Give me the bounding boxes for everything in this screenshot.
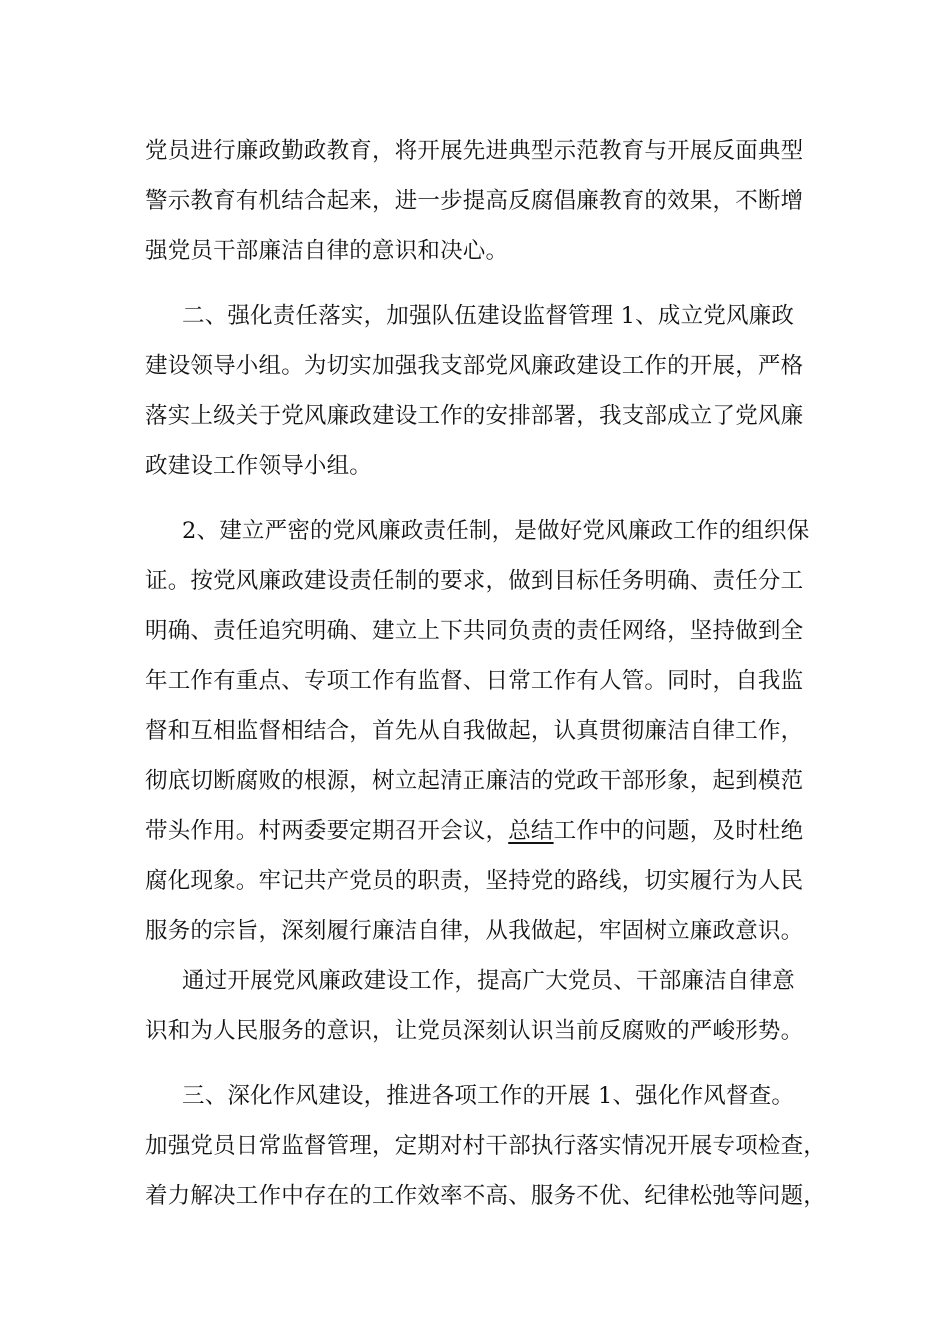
text-line: 2、建立严密的党风廉政责任制，是做好党风廉政工作的组织保 bbox=[182, 518, 810, 544]
text-line: 腐化现象。牢记共产党员的职责，坚持党的路线，切实履行为人民 bbox=[145, 868, 804, 894]
text-line-with-link bbox=[145, 816, 825, 846]
text-line: 强党员干部廉洁自律的意识和决心。 bbox=[145, 238, 509, 264]
text-line: 警示教育有机结合起来，进一步提高反腐倡廉教育的效果，不断增 bbox=[145, 188, 804, 214]
text-line: 加强党员日常监督管理，定期对村干部执行落实情况开展专项检查， bbox=[145, 1133, 827, 1159]
text-line: 识和为人民服务的意识，让党员深刻认识当前反腐败的严峻形势。 bbox=[145, 1018, 804, 1044]
text-line: 政建设工作领导小组。 bbox=[145, 453, 373, 479]
section-heading-line: 二、强化责任落实，加强队伍建设监督管理 1、成立党风廉政 bbox=[182, 303, 795, 329]
text-line: 着力解决工作中存在的工作效率不高、服务不优、纪律松弛等问题， bbox=[145, 1183, 827, 1209]
text-line: 年工作有重点、专项工作有监督、日常工作有人管。同时，自我监 bbox=[145, 668, 804, 694]
text-line: 督和互相监督相结合，首先从自我做起，认真贯彻廉洁自律工作， bbox=[145, 718, 804, 744]
text-line: 明确、责任追究明确、建立上下共同负责的责任网络，坚持做到全 bbox=[145, 618, 804, 644]
text-segment: 工作中的问题，及时杜绝 bbox=[553, 818, 804, 844]
section-heading-line: 三、深化作风建设，推进各项工作的开展 1、强化作风督查。 bbox=[182, 1083, 795, 1109]
text-line: 党员进行廉政勤政教育，将开展先进典型示范教育与开展反面典型 bbox=[145, 138, 804, 164]
text-line: 落实上级关于党风廉政建设工作的安排部署，我支部成立了党风廉 bbox=[145, 403, 804, 429]
summary-link[interactable]: 总结 bbox=[508, 818, 554, 844]
text-line: 证。按党风廉政建设责任制的要求，做到目标任务明确、责任分工 bbox=[145, 568, 804, 594]
text-line: 建设领导小组。为切实加强我支部党风廉政建设工作的开展，严格 bbox=[145, 353, 804, 379]
text-line: 通过开展党风廉政建设工作，提高广大党员、干部廉洁自律意 bbox=[182, 968, 795, 994]
text-segment: 带头作用。村两委要定期召开会议， bbox=[145, 818, 509, 844]
text-line: 服务的宗旨，深刻履行廉洁自律，从我做起，牢固树立廉政意识。 bbox=[145, 918, 804, 944]
text-line: 彻底切断腐败的根源，树立起清正廉洁的党政干部形象，起到模范 bbox=[145, 768, 804, 794]
